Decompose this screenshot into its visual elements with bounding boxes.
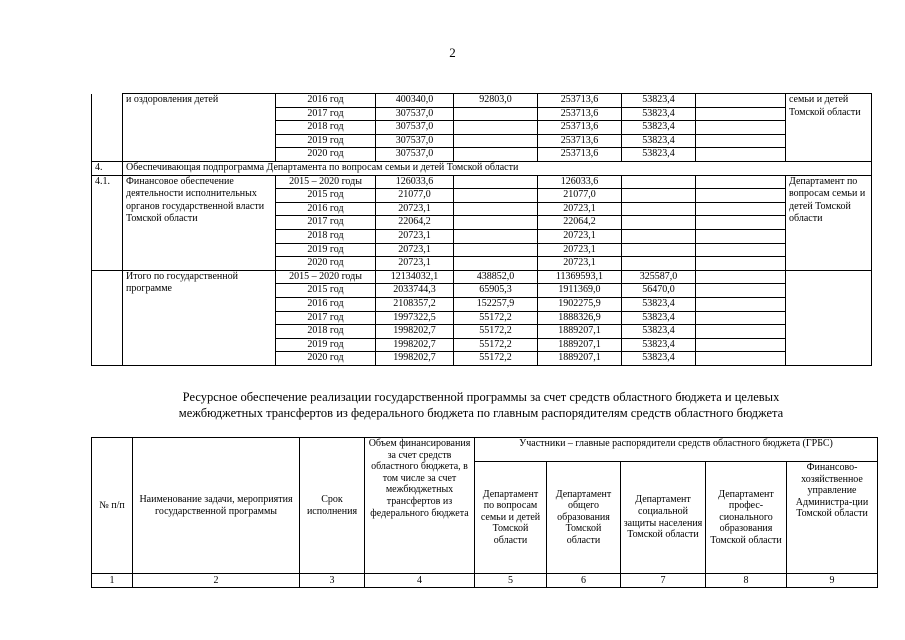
table-row: 2019 год 20723,1 20723,1 bbox=[92, 243, 872, 257]
table-row: 2020 год 20723,1 20723,1 bbox=[92, 257, 872, 271]
col-name-header: Наименование задачи, мероприятия государственной программы bbox=[133, 438, 300, 574]
col-num-header: № п/п bbox=[92, 438, 133, 574]
row-num: 4.1. bbox=[92, 175, 123, 270]
section-heading: Ресурсное обеспечение реализации государственной программы за счет средств областного бюджета и целевых межбюджетных трансфертов из федерального бюджета по главным распорядителям средств областного бюджета bbox=[178, 390, 784, 420]
col-volume-header: Объем финансирования за счет средств областного бюджета, в том числе за счет межбюджетных трансфертов из федерального бюджета bbox=[365, 438, 475, 574]
table-row: 2015 год 21077,0 21077,0 bbox=[92, 189, 872, 203]
table-row: 2018 год 307537,0 253713,6 53823,4 bbox=[92, 121, 872, 135]
table-row: 2016 год 2108357,2 152257,9 1902275,9 53823,4 bbox=[92, 297, 872, 311]
dept2-header: Департамент общего образования Томской области bbox=[547, 462, 621, 574]
financing-table-continued bbox=[91, 93, 872, 366]
dept3-header: Департамент социальной защиты населения Томской области bbox=[621, 462, 706, 574]
col-term-header: Срок исполнения bbox=[300, 438, 365, 574]
responsible-section41: Департамент по вопросам семьи и детей Томской области bbox=[786, 175, 872, 270]
responsible-section1: семьи и детей Томской области bbox=[786, 94, 872, 162]
participants-header: Участники – главные распорядители средств областного бюджета (ГРБС) bbox=[475, 438, 878, 462]
grbs-table-header bbox=[91, 437, 878, 588]
table-row: 2019 год 1998202,7 55172,2 1889207,1 53823,4 bbox=[92, 338, 872, 352]
table-row: Итого по государственной программе 2015 – 2020 годы 12134032,1 438852,0 11369593,1 325587,0 bbox=[92, 270, 872, 284]
table-row: 2017 год 307537,0 253713,6 53823,4 bbox=[92, 107, 872, 121]
table-row: 2017 год 1997322,5 55172,2 1888326,9 53823,4 bbox=[92, 311, 872, 325]
table-row-section4 bbox=[92, 161, 872, 175]
table-row: и оздоровления детей 2016 год 400340,0 92803,0 253713,6 53823,4 семьи и детей Томской области bbox=[92, 94, 872, 108]
table-row: 2017 год 22064,2 22064,2 bbox=[92, 216, 872, 230]
table-row: 4.1. Финансовое обеспечение деятельности исполнительных органов государственной власти Томской области 2015 – 2020 годы 126033,6 126033,6 Департамент по вопросам семьи и детей Томской области bbox=[92, 175, 872, 189]
section-title: Обеспечивающая подпрограмма Департамента по вопросам семьи и детей Томской области bbox=[123, 161, 872, 175]
row-name-section1: и оздоровления детей bbox=[123, 94, 276, 162]
table-row: 2020 год 307537,0 253713,6 53823,4 bbox=[92, 148, 872, 162]
row-num: 4. bbox=[92, 161, 123, 175]
dept5-header: Финансово-хозяйственное управление Администра-ции Томской области bbox=[787, 462, 878, 574]
table-row: 2018 год 20723,1 20723,1 bbox=[92, 229, 872, 243]
dept1-header: Департамент по вопросам семьи и детей Томской области bbox=[475, 462, 547, 574]
table-row: 2018 год 1998202,7 55172,2 1889207,1 53823,4 bbox=[92, 325, 872, 339]
table-row: 2016 год 20723,1 20723,1 bbox=[92, 202, 872, 216]
row-name-total: Итого по государственной программе bbox=[123, 270, 276, 365]
table-row: 2019 год 307537,0 253713,6 53823,4 bbox=[92, 134, 872, 148]
table-row: 2015 год 2033744,3 65905,3 1911369,0 56470,0 bbox=[92, 284, 872, 298]
column-numbers-row: 1 2 3 4 5 6 7 8 9 bbox=[92, 574, 878, 588]
dept4-header: Департамент профес-сионального образования Томской области bbox=[706, 462, 787, 574]
page-number: 2 bbox=[449, 45, 456, 60]
table-row: 2020 год 1998202,7 55172,2 1889207,1 53823,4 bbox=[92, 352, 872, 366]
row-name-section41: Финансовое обеспечение деятельности исполнительных органов государственной власти Томской области bbox=[123, 175, 276, 270]
